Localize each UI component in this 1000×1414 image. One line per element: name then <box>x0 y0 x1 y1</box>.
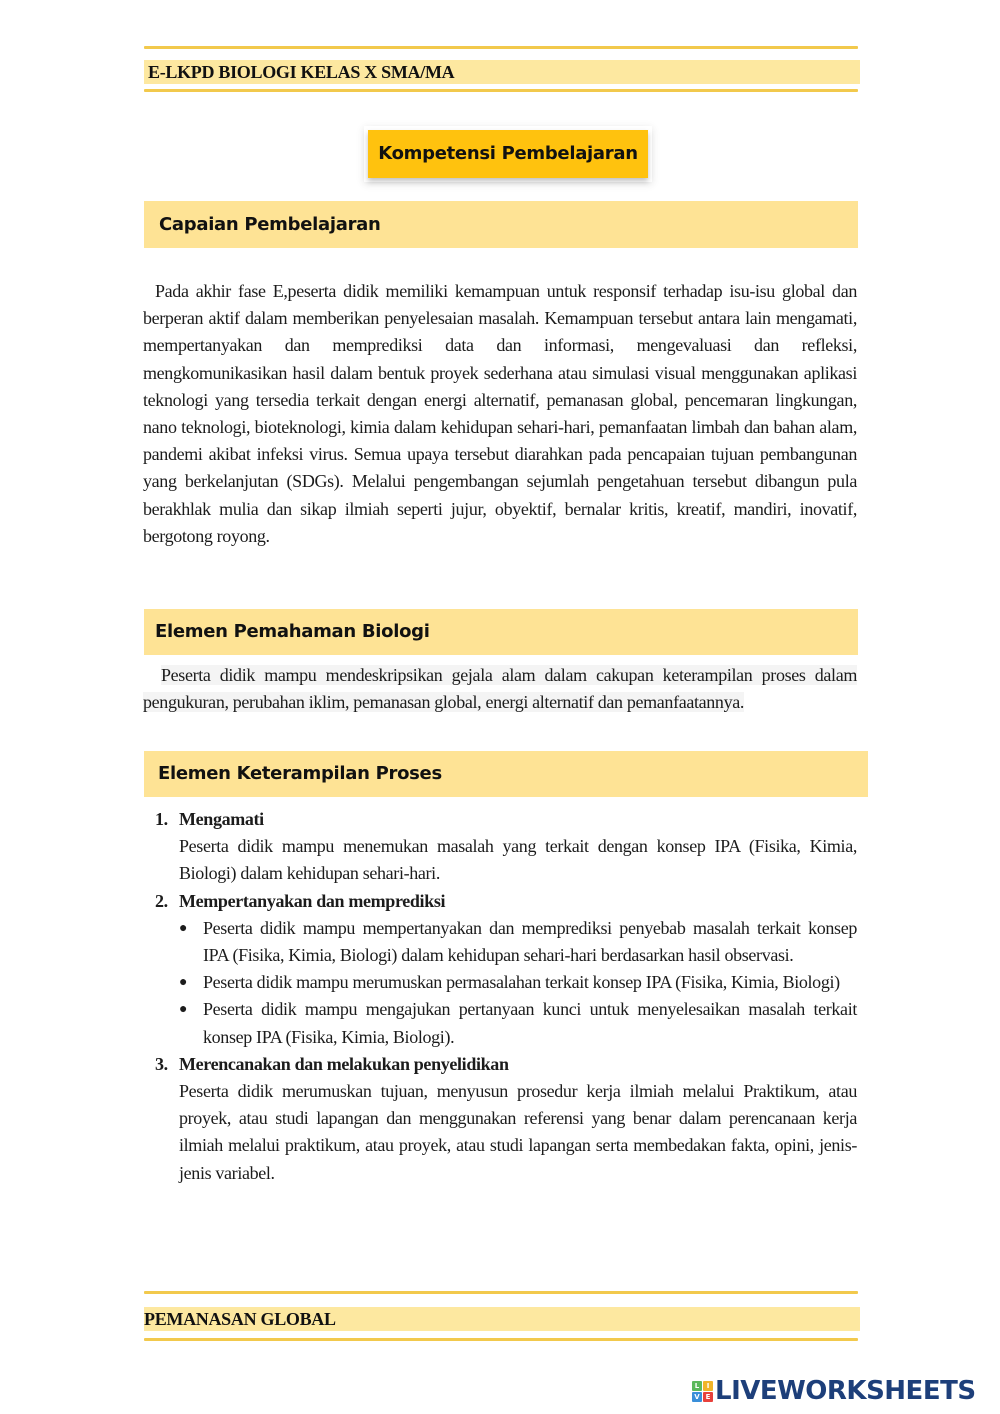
bullet-item <box>143 915 857 969</box>
kompetensi-banner-title: Kompetensi Pembelajaran <box>378 143 638 164</box>
capaian-paragraph <box>143 278 857 550</box>
running-footer <box>144 1307 860 1331</box>
list-item-number: 2. <box>155 890 168 911</box>
kompetensi-banner <box>368 130 648 178</box>
list-item-body: Peserta didik merumuskan tujuan, menyusun prosedur kerja ilmiah melalui Praktikum, atau proyek, atau studi lapangan dan menggunakan referensi yang benar dalam perencanaan kerja ilmiah melalui praktikum, atau proyek, atau studi lapangan serta membedakan fakta, opini, jenis-jenis variabel. <box>179 1081 857 1183</box>
running-header <box>144 60 860 84</box>
list-item-heading: Merencanakan dan melakukan penyelidikan <box>179 1053 509 1074</box>
logo-tile: L <box>692 1381 702 1391</box>
bullet-text: Peserta didik mampu merumuskan permasalahan terkait konsep IPA (Fisika, Kimia, Biologi) <box>203 972 840 993</box>
list-item-heading: Mengamati <box>179 809 264 829</box>
bullet-icon: ● <box>179 1002 188 1018</box>
section-title: Elemen Keterampilan Proses <box>158 763 442 784</box>
bullet-icon: ● <box>179 975 188 991</box>
list-item-body: Peserta didik mampu menemukan masalah yang terkait dengan konsep IPA (Fisika, Kimia, Biologi) dalam kehidupan sehari-hari. <box>179 836 857 884</box>
liveworksheets-logo[interactable] <box>692 1376 976 1406</box>
header-rule-top <box>144 46 858 49</box>
section-header-pemahaman <box>144 609 858 655</box>
list-item <box>143 1051 857 1187</box>
list-item-title <box>143 1051 857 1078</box>
list-item-number: 3. <box>155 1053 168 1074</box>
bullet-text: Peserta didik mampu mempertanyakan dan memprediksi penyebab masalah terkait konsep IPA (Fisika, Kimia, Biologi) dalam kehidupan sehari-hari berdasarkan hasil observasi. <box>203 917 857 966</box>
bullet-item <box>143 969 857 996</box>
list-item <box>143 888 857 1051</box>
logo-text: LIVEWORKSHEETS <box>715 1376 976 1406</box>
logo-tile: I <box>703 1381 713 1391</box>
capaian-text: Pada akhir fase E,peserta didik memiliki kemampuan untuk responsif terhadap isu-isu global dan berperan aktif dalam memberikan penyelesaian masalah. Kemampuan tersebut antara lain mengamati, mempertanyakan dan memprediksi data dan informasi, mengevaluasi dan refleksi, mengkomunikasikan hasil dalam bentuk proyek sederhana atau simulasi visual menggunakan aplikasi teknologi yang tersedia terkait dengan energi alternatif, pemanasan global, pencemaran lingkungan, nano teknologi, bioteknologi, kimia dalam kehidupan sehari-hari, pemanfaatan limbah dan bahan alam, pandemi akibat infeksi virus. Semua upaya tersebut diarahkan pada pencapaian tujuan pembangunan yang berkelanjutan (SDGs). Melalui pengembangan sejumlah pengetahuan tersebut dibangun pula berakhlak mulia dan sikap ilmiah seperti jujur, obyektif, bernalar kritis, kreatif, mandiri, inovatif, bergotong royong. <box>143 281 857 546</box>
bullet-item <box>143 996 857 1050</box>
list-item-number: 1. <box>155 809 168 829</box>
logo-tiles-icon <box>692 1381 713 1402</box>
section-title: Capaian Pembelajaran <box>159 214 381 235</box>
footer-rule-top <box>144 1291 858 1294</box>
keterampilan-list <box>143 806 857 1187</box>
bullet-text: Peserta didik mampu mengajukan pertanyaan kunci untuk menyelesaikan masalah terkait konsep IPA (Fisika, Kimia, Biologi). <box>203 999 857 1047</box>
logo-tile: V <box>692 1392 702 1402</box>
footer-rule-bottom <box>144 1338 858 1341</box>
logo-tile: E <box>703 1392 713 1402</box>
bullet-icon: ● <box>179 920 188 936</box>
list-item <box>143 806 857 888</box>
running-footer-title: PEMANASAN GLOBAL <box>144 1309 336 1329</box>
list-item-title <box>143 806 857 833</box>
running-header-title: E-LKPD BIOLOGI KELAS X SMA/MA <box>148 62 455 82</box>
pemahaman-text: Peserta didik mampu mendeskripsikan gejala alam dalam cakupan keterampilan proses dalam pengukuran, perubahan iklim, pemanasan global, energi alternatif dan pemanfaatannya. <box>143 665 857 713</box>
pemahaman-paragraph <box>143 662 857 716</box>
section-header-keterampilan <box>144 751 868 797</box>
section-title: Elemen Pemahaman Biologi <box>155 621 430 642</box>
section-header-capaian <box>144 201 858 248</box>
list-item-heading: Mempertanyakan dan memprediksi <box>179 890 446 911</box>
header-rule-bottom <box>144 89 858 92</box>
list-item-title <box>143 888 857 915</box>
